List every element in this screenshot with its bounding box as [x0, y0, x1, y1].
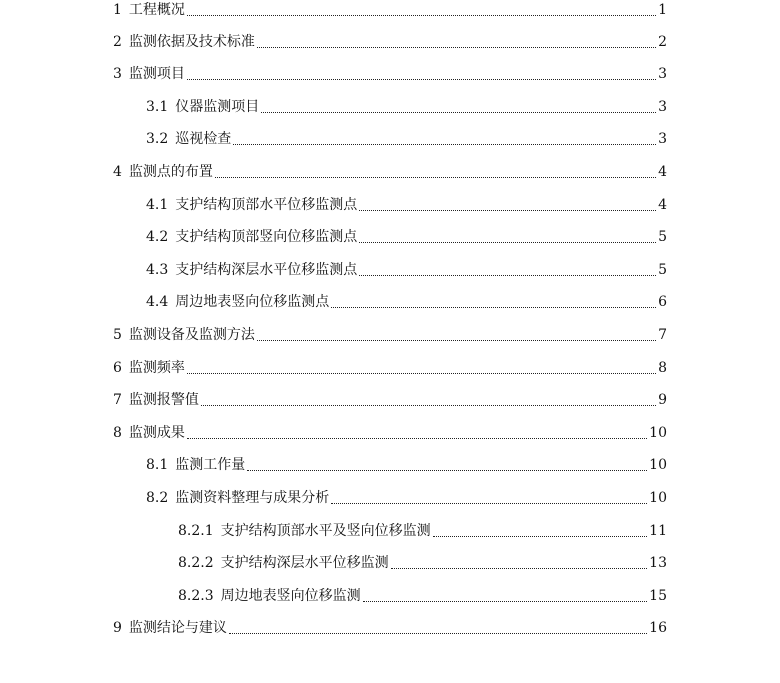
dot-leader [331, 292, 656, 308]
toc-entry-page: 5 [658, 229, 667, 245]
toc-entry-number: 8.2.1 [178, 523, 214, 539]
toc-entry-page: 9 [658, 392, 667, 408]
toc-entry-title: 支护结构顶部竖向位移监测点 [175, 229, 358, 245]
toc-entry-page: 8 [658, 360, 667, 376]
toc-entry-title: 支护结构深层水平位移监测点 [175, 262, 358, 278]
toc-entry-number: 8.2.3 [178, 588, 214, 604]
toc-entry-title: 监测资料整理与成果分析 [175, 490, 330, 506]
toc-entry[interactable] [113, 423, 667, 443]
toc-entry-title: 周边地表竖向位移监测 [220, 588, 361, 604]
toc-entry-number: 8.2.2 [178, 555, 214, 571]
toc-entry[interactable] [146, 227, 667, 247]
toc-entry-page: 10 [649, 425, 667, 441]
toc-entry[interactable] [113, 390, 667, 410]
toc-entry-number: 3 [113, 66, 122, 82]
dot-leader [257, 325, 656, 341]
toc-entry-title: 监测点的布置 [128, 164, 213, 180]
toc-entry-number: 8.2 [146, 490, 169, 506]
toc-entry-page: 11 [649, 523, 667, 539]
toc-entry-title: 监测工作量 [175, 457, 246, 473]
toc-entry-page: 3 [658, 99, 667, 115]
toc-entry-title: 支护结构顶部水平位移监测点 [175, 197, 358, 213]
toc-entry[interactable] [146, 455, 667, 475]
toc-entry[interactable] [113, 32, 667, 52]
dot-leader [261, 97, 656, 113]
dot-leader [359, 260, 656, 276]
toc-entry[interactable] [146, 260, 667, 280]
toc-entry-page: 6 [658, 294, 667, 310]
toc-entry[interactable] [178, 553, 667, 573]
toc-entry-title: 监测依据及技术标准 [128, 34, 255, 50]
toc-entry-page: 15 [649, 588, 667, 604]
toc-entry-page: 7 [658, 327, 667, 343]
toc-entry-title: 监测结论与建议 [128, 620, 227, 636]
toc-entry-title: 监测设备及监测方法 [128, 327, 255, 343]
toc-entry[interactable] [113, 618, 667, 638]
toc-entry[interactable] [113, 64, 667, 84]
toc-entry-number: 4.3 [146, 262, 169, 278]
dot-leader [257, 32, 656, 48]
dot-leader [229, 618, 647, 634]
toc-entry-page: 10 [649, 490, 667, 506]
toc-entry-number: 4 [113, 164, 122, 180]
toc-entry-page: 2 [658, 34, 667, 50]
toc-entry-title: 监测报警值 [128, 392, 199, 408]
dot-leader [187, 64, 656, 80]
toc-entry[interactable] [146, 488, 667, 508]
toc-entry-number: 8.1 [146, 457, 169, 473]
toc-entry-page: 5 [658, 262, 667, 278]
toc-entry-number: 8 [113, 425, 122, 441]
dot-leader [391, 553, 648, 569]
toc-entry-number: 2 [113, 34, 122, 50]
toc-entry-title: 仪器监测项目 [175, 99, 260, 115]
toc-entry[interactable] [146, 129, 667, 149]
dot-leader [187, 0, 656, 16]
toc-entry-title: 周边地表竖向位移监测点 [175, 294, 330, 310]
toc-entry[interactable] [113, 0, 667, 20]
dot-leader [187, 423, 647, 439]
toc-entry-number: 3.1 [146, 99, 169, 115]
toc-entry[interactable] [146, 195, 667, 215]
toc-entry-number: 3.2 [146, 131, 169, 147]
dot-leader [359, 195, 656, 211]
toc-entry-page: 1 [658, 2, 667, 18]
toc-entry-number: 4.4 [146, 294, 169, 310]
dot-leader [215, 162, 656, 178]
toc-entry-title: 支护结构顶部水平及竖向位移监测 [220, 523, 431, 539]
toc-entry-page: 16 [649, 620, 667, 636]
toc-entry[interactable] [146, 292, 667, 312]
toc-entry-page: 3 [658, 66, 667, 82]
toc-entry-number: 7 [113, 392, 122, 408]
dot-leader [201, 390, 656, 406]
dot-leader [187, 358, 656, 374]
toc-entry-title: 支护结构深层水平位移监测 [220, 555, 389, 571]
toc-entry[interactable] [178, 521, 667, 541]
dot-leader [247, 455, 647, 471]
toc-entry-number: 6 [113, 360, 122, 376]
dot-leader [363, 586, 648, 602]
dot-leader [433, 521, 648, 537]
toc-entry-number: 5 [113, 327, 122, 343]
toc-entry[interactable] [113, 325, 667, 345]
toc-entry-number: 1 [113, 2, 122, 18]
toc-entry-page: 10 [649, 457, 667, 473]
toc-entry[interactable] [113, 358, 667, 378]
toc-entry-page: 4 [658, 164, 667, 180]
toc-entry-number: 9 [113, 620, 122, 636]
toc-entry-number: 4.1 [146, 197, 169, 213]
dot-leader [331, 488, 647, 504]
toc-entry-title: 巡视检查 [175, 131, 232, 147]
toc-entry-number: 4.2 [146, 229, 169, 245]
dot-leader [359, 227, 656, 243]
toc-entry[interactable] [146, 97, 667, 117]
toc-entry-title: 工程概况 [128, 2, 185, 18]
toc-entry-page: 13 [649, 555, 667, 571]
toc-entry[interactable] [178, 586, 667, 606]
toc-entry-page: 4 [658, 197, 667, 213]
toc-entry-title: 监测频率 [128, 360, 185, 376]
toc-entry[interactable] [113, 162, 667, 182]
toc-entry-title: 监测成果 [128, 425, 185, 441]
toc-entry-page: 3 [658, 131, 667, 147]
toc-entry-title: 监测项目 [128, 66, 185, 82]
dot-leader [233, 129, 656, 145]
